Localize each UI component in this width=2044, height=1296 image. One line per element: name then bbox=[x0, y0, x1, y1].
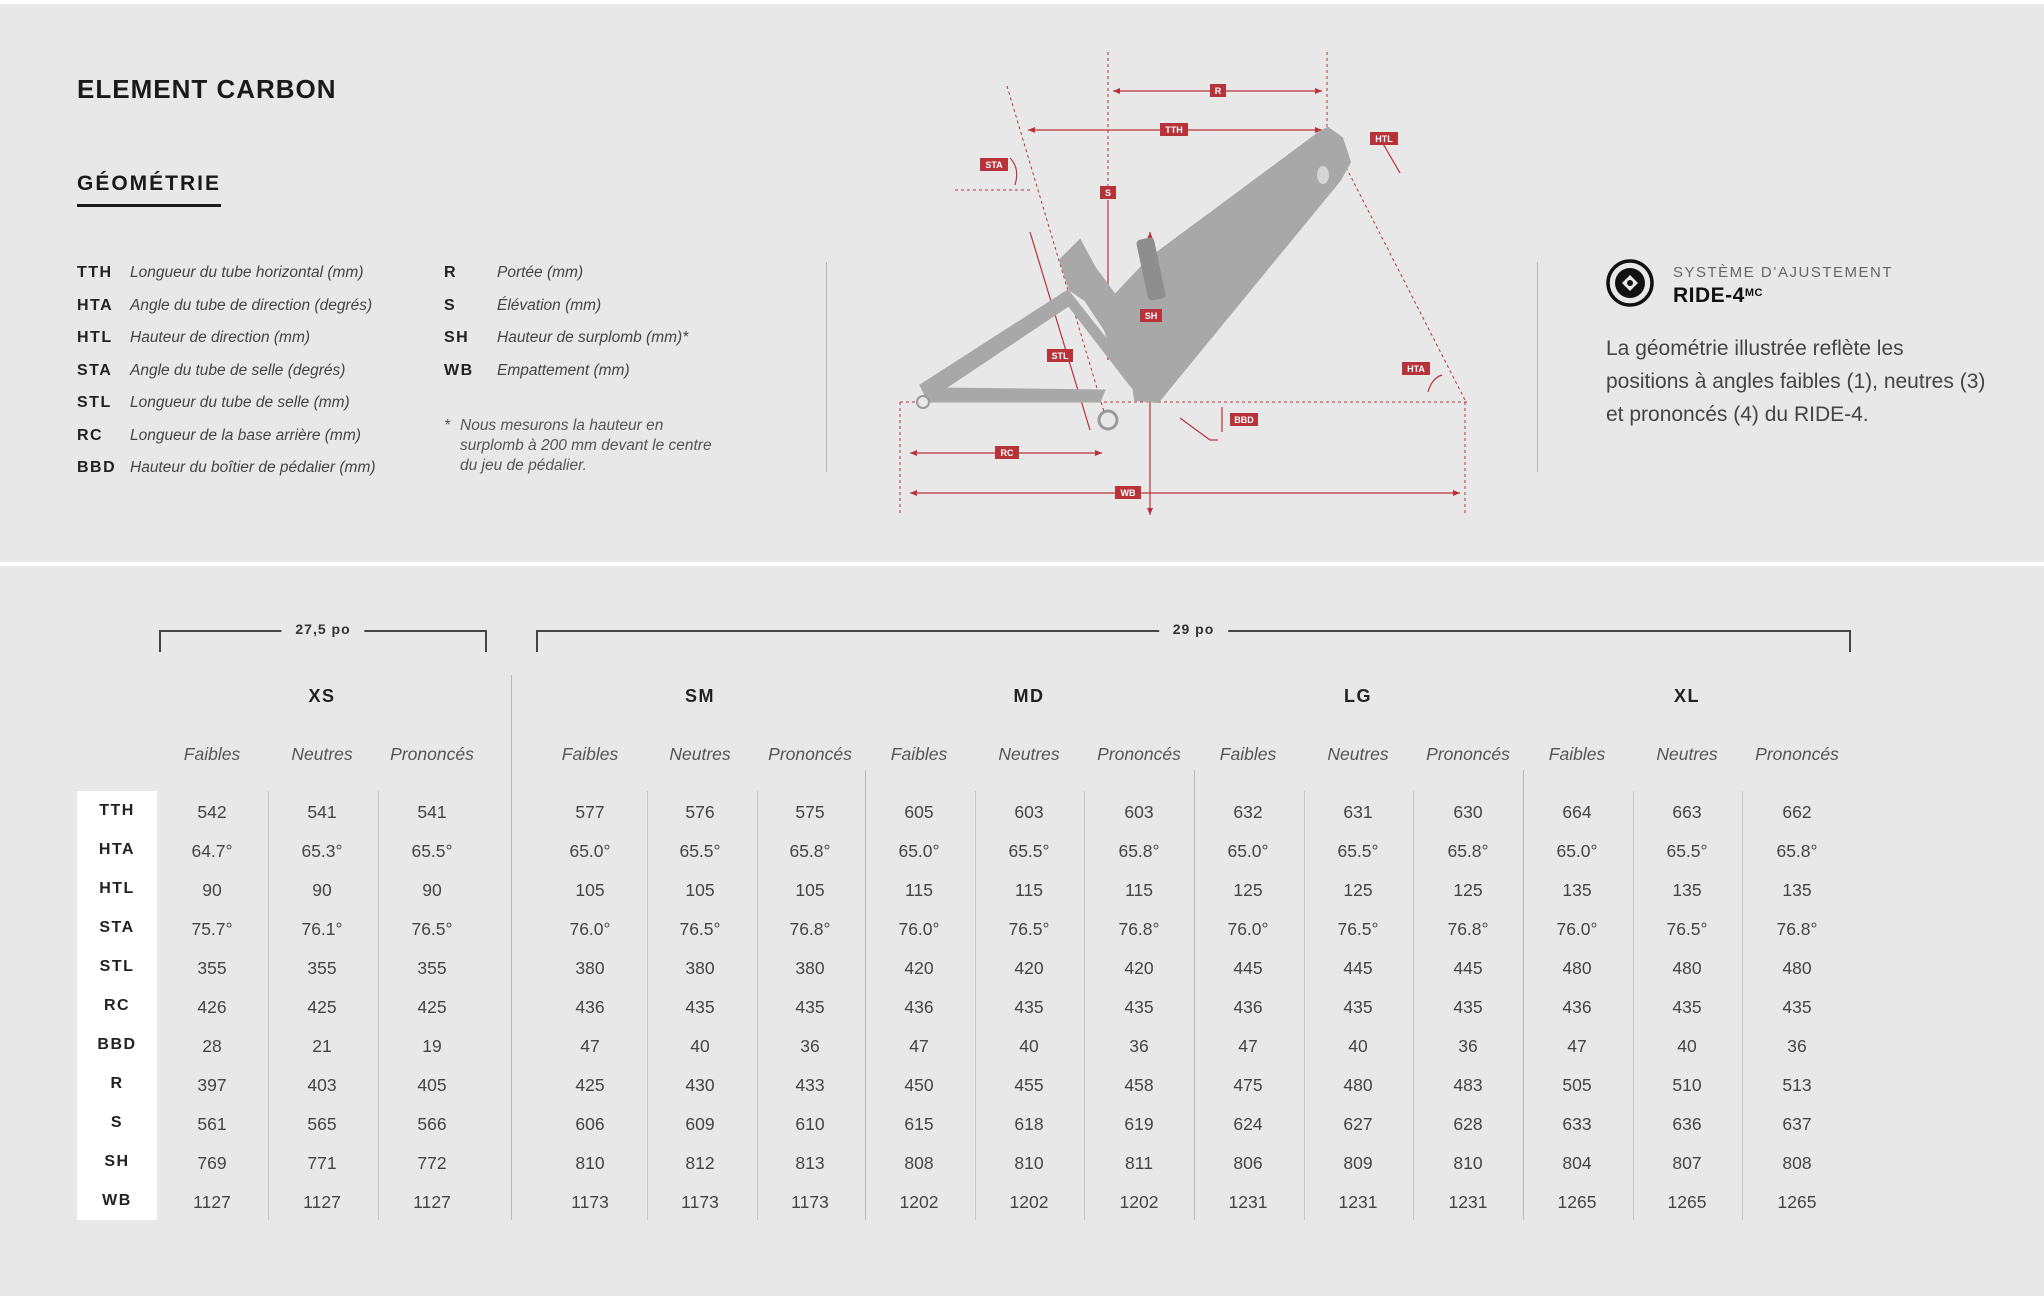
table-cell: 65.5° bbox=[411, 841, 453, 861]
table-cell: 28 bbox=[202, 1036, 222, 1056]
legend-abbr: R bbox=[444, 264, 458, 281]
table-cell: 76.0° bbox=[569, 919, 611, 939]
row-header-bbd: BBD bbox=[97, 1036, 137, 1053]
table-cell: 445 bbox=[1453, 958, 1483, 978]
table-cell: 632 bbox=[1233, 802, 1263, 822]
table-cell: 21 bbox=[312, 1036, 332, 1056]
table-cell: 561 bbox=[197, 1114, 227, 1134]
table-cell: 425 bbox=[417, 997, 447, 1017]
table-cell: 603 bbox=[1014, 802, 1044, 822]
ride4-name-text: RIDE-4 bbox=[1673, 284, 1745, 307]
table-cell: 125 bbox=[1233, 880, 1263, 900]
position-header: Faibles bbox=[1548, 744, 1606, 764]
legend-item-htl bbox=[77, 329, 310, 347]
table-cell: 435 bbox=[1672, 997, 1702, 1017]
table-cell: 426 bbox=[197, 997, 227, 1017]
table-cell: 76.1° bbox=[301, 919, 343, 939]
legend-item-bbd bbox=[77, 459, 376, 477]
table-cell: 40 bbox=[1677, 1036, 1697, 1056]
table-cell: 769 bbox=[197, 1153, 227, 1173]
legend-abbr: TTH bbox=[77, 264, 113, 281]
ride4-name bbox=[1673, 284, 1763, 308]
tag-sh: SH bbox=[1144, 311, 1158, 321]
table-cell: 40 bbox=[1019, 1036, 1039, 1056]
column-divider bbox=[1742, 791, 1743, 1220]
table-cell: 435 bbox=[685, 997, 715, 1017]
table-cell: 135 bbox=[1672, 880, 1702, 900]
ride4-description: La géométrie illustrée reflète les positions à angles faibles (1), neutres (3) et prononcés (4) du RIDE-4. bbox=[1606, 337, 1986, 426]
table-cell: 1231 bbox=[1228, 1192, 1268, 1212]
table-cell: 541 bbox=[307, 802, 337, 822]
legend-item-sh bbox=[444, 329, 688, 347]
legend-item-rc bbox=[77, 427, 361, 445]
table-cell: 90 bbox=[312, 880, 332, 900]
table-cell: 405 bbox=[417, 1075, 447, 1095]
table-cell: 65.8° bbox=[1447, 841, 1489, 861]
table-cell: 435 bbox=[1453, 997, 1483, 1017]
table-cell: 65.5° bbox=[1666, 841, 1708, 861]
table-cell: 355 bbox=[307, 958, 337, 978]
table-cell: 115 bbox=[1125, 880, 1153, 900]
table-cell: 605 bbox=[904, 802, 934, 822]
tag-bbd: BBD bbox=[1234, 415, 1254, 425]
table-cell: 76.0° bbox=[1227, 919, 1269, 939]
size-header-xl: XL bbox=[1673, 686, 1701, 706]
table-cell: 76.8° bbox=[1447, 919, 1489, 939]
position-header: Faibles bbox=[1219, 744, 1277, 764]
table-cell: 813 bbox=[795, 1153, 825, 1173]
column-divider bbox=[1304, 791, 1305, 1220]
table-cell: 1202 bbox=[899, 1192, 939, 1212]
table-cell: 115 bbox=[1015, 880, 1043, 900]
size-header-xs: XS bbox=[308, 686, 336, 706]
legend-desc: Portée (mm) bbox=[497, 264, 584, 281]
legend-item-tth bbox=[77, 264, 364, 282]
table-cell: 636 bbox=[1672, 1114, 1702, 1134]
table-cell: 65.8° bbox=[1776, 841, 1818, 861]
table-cell: 565 bbox=[307, 1114, 337, 1134]
table-cell: 566 bbox=[417, 1114, 447, 1134]
position-header: Neutres bbox=[1327, 744, 1389, 764]
table-cell: 36 bbox=[1787, 1036, 1807, 1056]
column-divider bbox=[268, 791, 269, 1220]
tag-s: S bbox=[1104, 188, 1112, 198]
legend-item-s bbox=[444, 297, 601, 315]
table-cell: 662 bbox=[1782, 802, 1812, 822]
column-divider bbox=[647, 791, 648, 1220]
table-cell: 804 bbox=[1562, 1153, 1592, 1173]
position-header: Faibles bbox=[561, 744, 619, 764]
position-header: Neutres bbox=[669, 744, 731, 764]
legend-desc: Longueur du tube de selle (mm) bbox=[130, 394, 350, 411]
table-cell: 420 bbox=[1124, 958, 1154, 978]
table-cell: 1173 bbox=[571, 1192, 609, 1212]
table-cell: 90 bbox=[202, 880, 222, 900]
table-cell: 809 bbox=[1343, 1153, 1373, 1173]
table-cell: 425 bbox=[575, 1075, 605, 1095]
table-cell: 65.8° bbox=[1118, 841, 1160, 861]
legend-abbr: RC bbox=[77, 426, 104, 444]
table-cell: 1173 bbox=[681, 1192, 719, 1212]
ride4-name-sup: MC bbox=[1744, 287, 1763, 299]
legend-desc: Hauteur du boîtier de pédalier (mm) bbox=[130, 459, 376, 476]
table-cell: 436 bbox=[1233, 997, 1263, 1017]
table-cell: 806 bbox=[1233, 1153, 1263, 1173]
legend-item-sta bbox=[77, 362, 345, 380]
column-divider bbox=[975, 791, 976, 1220]
table-cell: 811 bbox=[1125, 1153, 1153, 1173]
divider-left bbox=[826, 262, 827, 472]
tag-wb: WB bbox=[1120, 488, 1136, 498]
table-cell: 64.7° bbox=[191, 841, 233, 861]
page-title: ELEMENT CARBON bbox=[77, 74, 337, 104]
table-cell: 633 bbox=[1562, 1114, 1592, 1134]
position-header: Neutres bbox=[1656, 744, 1718, 764]
table-cell: 630 bbox=[1453, 802, 1483, 822]
table-cell: 1127 bbox=[193, 1192, 231, 1212]
ride4-icon bbox=[1605, 258, 1655, 308]
table-cell: 631 bbox=[1343, 802, 1373, 822]
table-cell: 627 bbox=[1343, 1114, 1373, 1134]
table-cell: 47 bbox=[1238, 1036, 1258, 1056]
legend-item-hta bbox=[77, 297, 372, 315]
table-cell: 355 bbox=[417, 958, 447, 978]
table-cell: 807 bbox=[1672, 1153, 1702, 1173]
legend-desc: Longueur de la base arrière (mm) bbox=[130, 426, 361, 444]
position-header: Prononcés bbox=[1755, 744, 1839, 764]
table-cell: 36 bbox=[1129, 1036, 1149, 1056]
table-cell: 47 bbox=[580, 1036, 600, 1056]
table-cell: 135 bbox=[1562, 880, 1592, 900]
table-cell: 1265 bbox=[1557, 1192, 1597, 1212]
table-cell: 637 bbox=[1782, 1114, 1812, 1134]
table-cell: 420 bbox=[904, 958, 934, 978]
ride4-subtitle: SYSTÈME D’AJUSTEMENT bbox=[1673, 264, 1894, 281]
table-cell: 480 bbox=[1672, 958, 1702, 978]
table-cell: 435 bbox=[1124, 997, 1154, 1017]
table-cell: 510 bbox=[1672, 1075, 1702, 1095]
row-header-htl: HTL bbox=[99, 880, 135, 897]
table-cell: 619 bbox=[1124, 1114, 1154, 1134]
table-cell: 603 bbox=[1124, 802, 1154, 822]
legend-desc: Angle du tube de selle (degrés) bbox=[130, 361, 346, 379]
table-cell: 76.8° bbox=[789, 919, 831, 939]
legend-desc: Hauteur de direction (mm) bbox=[130, 329, 311, 346]
position-header: Prononcés bbox=[1097, 744, 1181, 764]
row-header-sh: SH bbox=[104, 1153, 130, 1170]
table-cell: 576 bbox=[685, 802, 715, 822]
table-cell: 380 bbox=[795, 958, 825, 978]
legend-desc: Longueur du tube horizontal (mm) bbox=[130, 264, 364, 281]
position-header: Prononcés bbox=[390, 744, 474, 764]
table-cell: 65.5° bbox=[679, 841, 721, 861]
table-cell: 810 bbox=[1453, 1153, 1483, 1173]
table-cell: 105 bbox=[685, 880, 715, 900]
table-cell: 125 bbox=[1343, 880, 1373, 900]
table-cell: 75.7° bbox=[191, 919, 233, 939]
table-cell: 772 bbox=[417, 1153, 447, 1173]
tag-rc: RC bbox=[1000, 448, 1014, 458]
row-header-wb: WB bbox=[102, 1192, 132, 1209]
table-cell: 628 bbox=[1453, 1114, 1483, 1134]
table-cell: 475 bbox=[1233, 1075, 1263, 1095]
table-cell: 435 bbox=[795, 997, 825, 1017]
table-cell: 36 bbox=[800, 1036, 820, 1056]
table-cell: 1202 bbox=[1119, 1192, 1159, 1212]
legend-desc: Élévation (mm) bbox=[497, 296, 602, 314]
legend-desc: Hauteur de surplomb (mm)* bbox=[497, 329, 689, 346]
table-cell: 455 bbox=[1014, 1075, 1044, 1095]
table-cell: 808 bbox=[904, 1153, 934, 1173]
row-header-rc: RC bbox=[103, 997, 131, 1014]
table-cell: 445 bbox=[1233, 958, 1263, 978]
table-cell: 624 bbox=[1233, 1114, 1263, 1134]
wheel-bracket-27-5 bbox=[159, 621, 487, 652]
position-header: Neutres bbox=[998, 744, 1060, 764]
row-header-s: S bbox=[110, 1114, 124, 1131]
table-cell: 541 bbox=[417, 802, 447, 822]
table-cell: 380 bbox=[575, 958, 605, 978]
table-cell: 436 bbox=[1562, 997, 1592, 1017]
column-divider bbox=[757, 791, 758, 1220]
row-header-sta: STA bbox=[99, 919, 135, 936]
table-cell: 36 bbox=[1458, 1036, 1478, 1056]
table-cell: 609 bbox=[685, 1114, 715, 1134]
table-cell: 76.5° bbox=[411, 919, 453, 939]
table-cell: 19 bbox=[422, 1036, 442, 1056]
table-cell: 810 bbox=[1014, 1153, 1044, 1173]
legend-abbr: STA bbox=[77, 361, 113, 379]
legend-item-r bbox=[444, 264, 583, 282]
table-cell: 450 bbox=[904, 1075, 934, 1095]
table-cell: 610 bbox=[795, 1114, 825, 1134]
legend-abbr: WB bbox=[444, 361, 474, 379]
table-cell: 577 bbox=[575, 802, 605, 822]
table-cell: 76.5° bbox=[1008, 919, 1050, 939]
table-cell: 47 bbox=[1567, 1036, 1587, 1056]
table-cell: 458 bbox=[1124, 1075, 1154, 1095]
tag-htl: HTL bbox=[1375, 134, 1393, 144]
tag-stl: STL bbox=[1051, 351, 1069, 361]
row-header-tth: TTH bbox=[99, 802, 135, 819]
table-cell: 76.0° bbox=[1556, 919, 1598, 939]
table-cell: 1265 bbox=[1777, 1192, 1817, 1212]
position-header: Prononcés bbox=[768, 744, 852, 764]
divider-27-29 bbox=[511, 675, 512, 1220]
table-cell: 105 bbox=[575, 880, 605, 900]
table-cell: 76.5° bbox=[679, 919, 721, 939]
table-cell: 76.8° bbox=[1118, 919, 1160, 939]
table-cell: 76.5° bbox=[1666, 919, 1708, 939]
column-divider bbox=[378, 791, 379, 1220]
table-cell: 90 bbox=[422, 880, 442, 900]
table-cell: 1265 bbox=[1667, 1192, 1707, 1212]
table-cell: 105 bbox=[795, 880, 825, 900]
bike-frame bbox=[917, 128, 1350, 429]
size-header-md: MD bbox=[1013, 686, 1045, 706]
geometry-diagram bbox=[880, 40, 1480, 520]
table-cell: 505 bbox=[1562, 1075, 1592, 1095]
tag-hta: HTA bbox=[1407, 364, 1425, 374]
table-cell: 76.0° bbox=[898, 919, 940, 939]
row-header-hta: HTA bbox=[98, 841, 136, 858]
legend-abbr: S bbox=[444, 296, 457, 314]
footnote-text: Nous mesurons la hauteur en surplomb à 200 mm devant le centre du jeu de pédalier. bbox=[460, 417, 712, 474]
table-cell: 812 bbox=[685, 1153, 715, 1173]
table-cell: 480 bbox=[1562, 958, 1592, 978]
table-cell: 65.0° bbox=[1556, 841, 1598, 861]
legend-abbr: STL bbox=[77, 394, 112, 411]
table-cell: 435 bbox=[1014, 997, 1044, 1017]
table-cell: 125 bbox=[1453, 880, 1483, 900]
wheel-label-29: 29 po bbox=[1159, 621, 1229, 637]
table-cell: 65.5° bbox=[1337, 841, 1379, 861]
table-cell: 445 bbox=[1343, 958, 1373, 978]
legend-item-wb bbox=[444, 362, 630, 380]
row-header-r: R bbox=[110, 1075, 124, 1092]
table-cell: 420 bbox=[1014, 958, 1044, 978]
table-cell: 435 bbox=[1343, 997, 1373, 1017]
row-header-stl: STL bbox=[99, 958, 135, 975]
position-header: Neutres bbox=[291, 744, 353, 764]
legend-abbr: HTL bbox=[77, 329, 113, 346]
table-cell: 810 bbox=[575, 1153, 605, 1173]
table-cell: 355 bbox=[197, 958, 227, 978]
table-cell: 65.3° bbox=[301, 841, 343, 861]
position-header: Faibles bbox=[890, 744, 948, 764]
column-divider bbox=[1633, 791, 1634, 1220]
table-cell: 47 bbox=[909, 1036, 929, 1056]
size-group-divider bbox=[1523, 770, 1524, 1220]
table-cell: 771 bbox=[307, 1153, 337, 1173]
table-cell: 380 bbox=[685, 958, 715, 978]
size-header-lg: LG bbox=[1344, 686, 1372, 706]
wheel-bracket-29 bbox=[536, 621, 1851, 652]
legend-item-stl bbox=[77, 394, 350, 412]
table-cell: 65.5° bbox=[1008, 841, 1050, 861]
table-cell: 575 bbox=[795, 802, 825, 822]
table-cell: 403 bbox=[307, 1075, 337, 1095]
table-cell: 65.0° bbox=[898, 841, 940, 861]
legend-desc: Empattement (mm) bbox=[497, 361, 630, 379]
table-cell: 436 bbox=[575, 997, 605, 1017]
tag-sta: STA bbox=[985, 160, 1003, 170]
table-cell: 397 bbox=[197, 1075, 227, 1095]
table-cell: 664 bbox=[1562, 802, 1592, 822]
wheel-label-27-5: 27,5 po bbox=[281, 621, 364, 637]
table-cell: 430 bbox=[685, 1075, 715, 1095]
table-cell: 135 bbox=[1782, 880, 1812, 900]
table-cell: 40 bbox=[1348, 1036, 1368, 1056]
table-cell: 1127 bbox=[413, 1192, 451, 1212]
table-cell: 1173 bbox=[791, 1192, 829, 1212]
table-cell: 435 bbox=[1782, 997, 1812, 1017]
table-cell: 115 bbox=[905, 880, 933, 900]
table-cell: 436 bbox=[904, 997, 934, 1017]
legend-abbr: BBD bbox=[77, 459, 117, 476]
footnote-star: * bbox=[444, 417, 451, 434]
table-cell: 606 bbox=[575, 1114, 605, 1134]
table-cell: 1231 bbox=[1448, 1192, 1488, 1212]
table-cell: 40 bbox=[690, 1036, 710, 1056]
tag-r: R bbox=[1214, 86, 1222, 96]
column-divider bbox=[1084, 791, 1085, 1220]
legend-abbr: SH bbox=[444, 329, 470, 346]
position-header: Prononcés bbox=[1426, 744, 1510, 764]
size-group-divider bbox=[1194, 770, 1195, 1220]
table-cell: 480 bbox=[1782, 958, 1812, 978]
table-cell: 65.8° bbox=[789, 841, 831, 861]
table-cell: 618 bbox=[1014, 1114, 1044, 1134]
table-cell: 76.5° bbox=[1337, 919, 1379, 939]
table-cell: 513 bbox=[1782, 1075, 1812, 1095]
size-group-divider bbox=[865, 770, 866, 1220]
table-cell: 433 bbox=[795, 1075, 825, 1095]
table-cell: 65.0° bbox=[1227, 841, 1269, 861]
legend-desc: Angle du tube de direction (degrés) bbox=[130, 296, 373, 314]
table-cell: 65.0° bbox=[569, 841, 611, 861]
position-header: Faibles bbox=[183, 744, 241, 764]
legend-abbr: HTA bbox=[77, 296, 114, 314]
tag-tth: TTH bbox=[1165, 125, 1183, 135]
table-cell: 663 bbox=[1672, 802, 1702, 822]
table-cell: 542 bbox=[197, 802, 227, 822]
section-heading: GÉOMÉTRIE bbox=[77, 172, 221, 207]
divider-right bbox=[1537, 262, 1538, 472]
table-cell: 480 bbox=[1343, 1075, 1373, 1095]
table-cell: 483 bbox=[1453, 1075, 1483, 1095]
table-cell: 1127 bbox=[303, 1192, 341, 1212]
table-cell: 1202 bbox=[1009, 1192, 1049, 1212]
size-header-sm: SM bbox=[685, 686, 715, 706]
column-divider bbox=[1413, 791, 1414, 1220]
table-cell: 615 bbox=[904, 1114, 934, 1134]
table-cell: 808 bbox=[1782, 1153, 1812, 1173]
table-cell: 1231 bbox=[1338, 1192, 1378, 1212]
table-cell: 76.8° bbox=[1776, 919, 1818, 939]
table-cell: 425 bbox=[307, 997, 337, 1017]
